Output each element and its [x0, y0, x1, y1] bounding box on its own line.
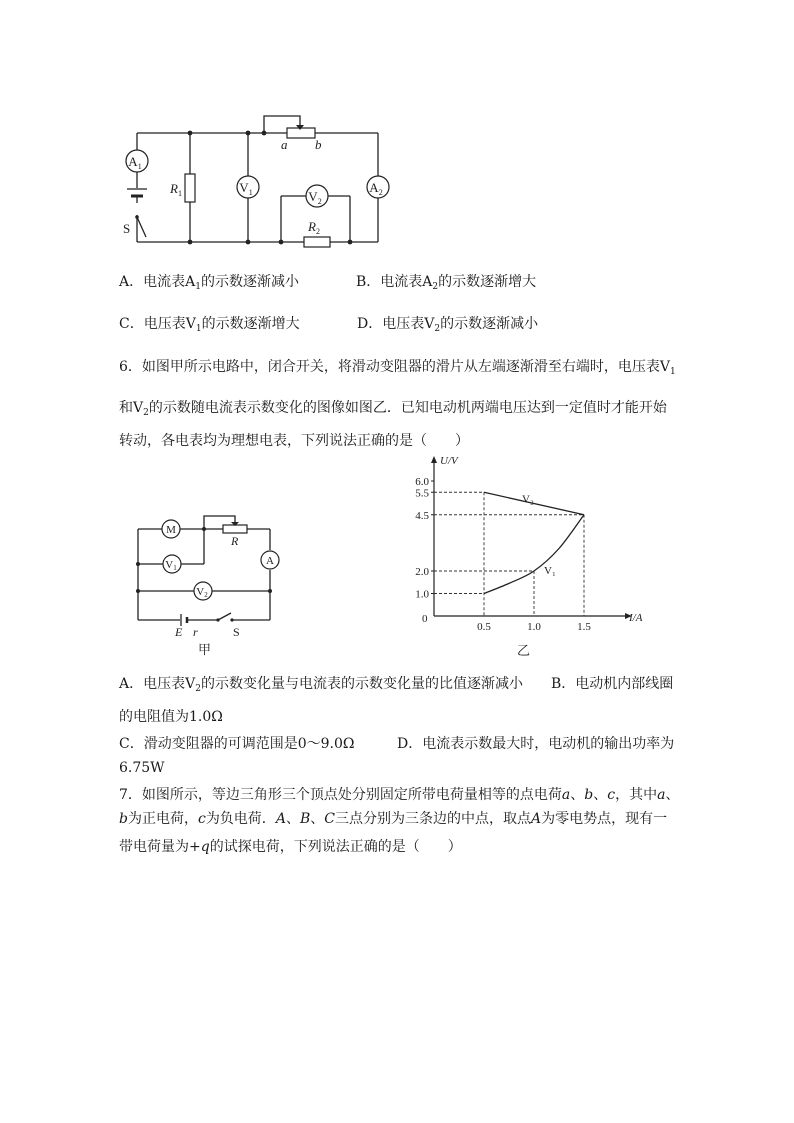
x-tick-label: 1.0 — [527, 621, 541, 633]
resistor-r2-label: $R_2$ — [308, 219, 320, 236]
internal-resistance-label: r — [193, 625, 198, 639]
q6-stem-line-1: 6．如图甲所示电路中，闭合开关，将滑动变阻器的滑片从左端逐渐滑至右端时，电压表$V_1$ — [119, 359, 676, 377]
q7-stem-line-3: 带电荷量为+q的试探电荷，下列说法正确的是（ ） — [119, 839, 462, 855]
y-tick-label: 5.5 — [415, 487, 429, 500]
slider-end-a: a — [281, 137, 288, 152]
q7-stem-line-2: b为正电荷，c为负电荷．A、B、C三点分别为三条边的中点，取点A为零电势点，现有一 — [119, 811, 668, 827]
q6-option-b-cont: 的电阻值为1.0Ω — [119, 709, 223, 725]
q6-option-d[interactable]: D．电流表示数最大时，电动机的输出功率为 — [397, 736, 675, 752]
ammeter-a2-label: $A_2$ — [369, 180, 383, 197]
ammeter-a1-label: $A_1$ — [128, 154, 142, 171]
figure-caption-jia: 甲 — [198, 642, 212, 657]
origin-label: 0 — [422, 613, 428, 625]
resistor-r1-label: $R_1$ — [170, 181, 182, 198]
y-axis-label: U/V — [440, 455, 458, 467]
voltmeter-v2-label-jia: V2 — [196, 586, 208, 599]
voltmeter-v1-label: $V_1$ — [239, 180, 253, 197]
voltmeter-v2-label: $V_2$ — [308, 189, 322, 206]
series-line-v2 — [484, 492, 584, 515]
q6-stem-line-2: 和$V_2$的示数随电流表示数变化的图像如图乙．已知电动机两端电压达到一定值时才能开始 — [119, 400, 667, 418]
q5-option-a[interactable]: A．电流表$A_1$的示数逐渐减小 — [119, 274, 299, 292]
q6-stem-line-3: 转动，各电表均为理想电表，下列说法正确的是（ ） — [119, 433, 469, 449]
figure-caption-yi: 乙 — [517, 643, 531, 658]
q5-option-c[interactable]: C．电压表$V_1$的示数逐渐增大 — [119, 316, 300, 334]
circuit-figure-1 — [0, 0, 794, 260]
q5-option-d[interactable]: D．电压表$V_2$的示数逐渐减小 — [357, 316, 539, 334]
voltmeter-v1-label-jia: V1 — [165, 559, 177, 572]
slider-end-b: b — [315, 137, 322, 152]
q5-option-b[interactable]: B．电流表$A_2$的示数逐渐增大 — [356, 274, 537, 292]
emf-label: E — [175, 625, 183, 639]
x-tick-label: 0.5 — [477, 621, 491, 633]
series-label-v2: V₂ — [522, 493, 534, 506]
y-tick-label: 2.0 — [415, 566, 429, 578]
motor-label: M — [166, 524, 176, 536]
x-axis-label: I/A — [629, 612, 643, 624]
q6-option-d-cont: 6.75W — [119, 760, 165, 776]
series-label-v1: V₁ — [544, 565, 556, 578]
ammeter-label-jia: A — [266, 555, 274, 567]
q7-stem-line-1: 7．如图所示，等边三角形三个顶点处分别固定所带电荷量相等的点电荷a、b、c，其中a、 — [119, 787, 680, 803]
q6-option-b[interactable]: B．电动机内部线圈 — [551, 676, 674, 692]
switch-label-jia: S — [233, 625, 240, 639]
y-tick-label: 4.5 — [415, 509, 429, 522]
switch-label: S — [123, 221, 131, 236]
x-tick-label: 1.5 — [577, 621, 591, 633]
chart-yi — [400, 450, 660, 660]
q6-option-c[interactable]: C．滑动变阻器的可调范围是0～9.0Ω — [119, 736, 355, 752]
circuit-figure-jia — [120, 505, 290, 660]
y-tick-label: 6.0 — [415, 476, 429, 488]
y-tick-label: 1.0 — [415, 588, 429, 601]
q6-option-a[interactable]: A．电压表$V_2$的示数变化量与电流表的示数变化量的比值逐渐减小 — [119, 676, 523, 694]
rheostat-label: R — [231, 534, 239, 548]
